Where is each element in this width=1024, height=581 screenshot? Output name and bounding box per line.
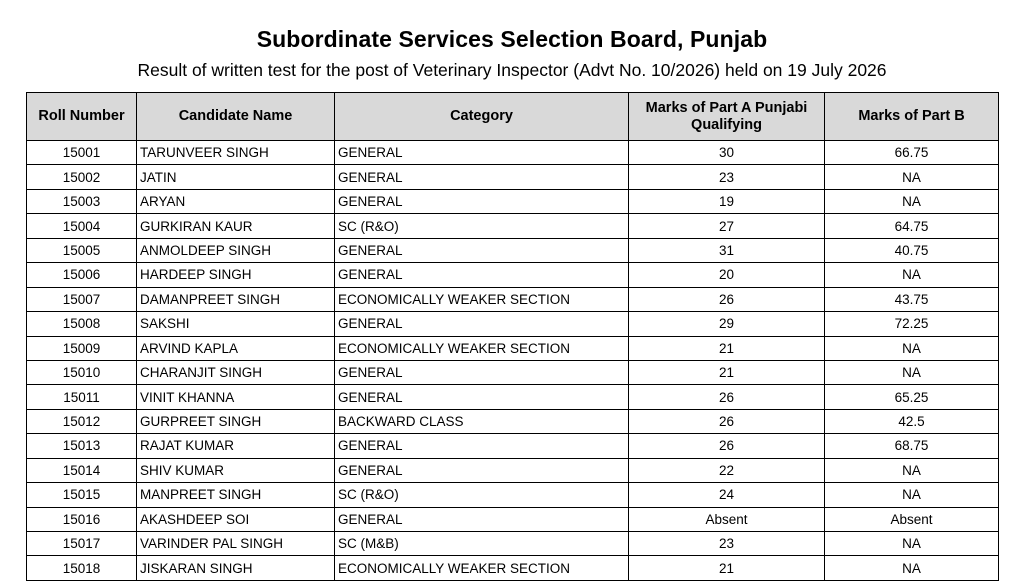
candidate-name-cell: AKASHDEEP SOI xyxy=(137,507,335,531)
results-table xyxy=(26,92,999,581)
category-cell: GENERAL xyxy=(335,141,629,165)
table-row xyxy=(27,483,999,507)
results-table-body xyxy=(27,141,999,581)
candidate-name-cell: TARUNVEER SINGH xyxy=(137,141,335,165)
category-cell: GENERAL xyxy=(335,312,629,336)
candidate-name-cell: RAJAT KUMAR xyxy=(137,434,335,458)
category-cell: ECONOMICALLY WEAKER SECTION xyxy=(335,287,629,311)
table-row xyxy=(27,532,999,556)
category-cell: GENERAL xyxy=(335,458,629,482)
table-row xyxy=(27,287,999,311)
roll-number-cell: 15012 xyxy=(27,409,137,433)
candidate-name-cell: DAMANPREET SINGH xyxy=(137,287,335,311)
part-b-marks-cell: NA xyxy=(825,263,999,287)
table-row xyxy=(27,556,999,580)
part-b-marks-cell: 42.5 xyxy=(825,409,999,433)
part-b-marks-cell: 66.75 xyxy=(825,141,999,165)
part-a-marks-cell: 20 xyxy=(629,263,825,287)
table-row xyxy=(27,336,999,360)
part-a-marks-cell: 21 xyxy=(629,360,825,384)
category-cell: GENERAL xyxy=(335,434,629,458)
category-cell: SC (M&B) xyxy=(335,532,629,556)
roll-number-cell: 15004 xyxy=(27,214,137,238)
candidate-name-cell: HARDEEP SINGH xyxy=(137,263,335,287)
candidate-name-cell: ARVIND KAPLA xyxy=(137,336,335,360)
column-header-category: Category xyxy=(335,93,629,141)
table-row xyxy=(27,263,999,287)
part-b-marks-cell: 64.75 xyxy=(825,214,999,238)
roll-number-cell: 15001 xyxy=(27,141,137,165)
part-a-marks-cell: 26 xyxy=(629,434,825,458)
table-row xyxy=(27,507,999,531)
roll-number-cell: 15006 xyxy=(27,263,137,287)
table-row xyxy=(27,214,999,238)
table-row xyxy=(27,141,999,165)
part-a-marks-cell: 21 xyxy=(629,336,825,360)
category-cell: BACKWARD CLASS xyxy=(335,409,629,433)
part-a-marks-cell: 23 xyxy=(629,165,825,189)
candidate-name-cell: ANMOLDEEP SINGH xyxy=(137,238,335,262)
roll-number-cell: 15014 xyxy=(27,458,137,482)
table-row xyxy=(27,189,999,213)
category-cell: GENERAL xyxy=(335,263,629,287)
table-row xyxy=(27,238,999,262)
roll-number-cell: 15010 xyxy=(27,360,137,384)
part-a-marks-cell: 31 xyxy=(629,238,825,262)
roll-number-cell: 15008 xyxy=(27,312,137,336)
part-b-marks-cell: NA xyxy=(825,165,999,189)
part-a-marks-cell: 29 xyxy=(629,312,825,336)
column-header-roll-number: Roll Number xyxy=(27,93,137,141)
column-header-candidate-name: Candidate Name xyxy=(137,93,335,141)
part-a-marks-cell: 26 xyxy=(629,287,825,311)
candidate-name-cell: GURPREET SINGH xyxy=(137,409,335,433)
category-cell: GENERAL xyxy=(335,360,629,384)
category-cell: GENERAL xyxy=(335,385,629,409)
candidate-name-cell: SAKSHI xyxy=(137,312,335,336)
part-a-marks-cell: 23 xyxy=(629,532,825,556)
part-b-marks-cell: 72.25 xyxy=(825,312,999,336)
roll-number-cell: 15018 xyxy=(27,556,137,580)
part-a-marks-cell: 26 xyxy=(629,385,825,409)
table-row xyxy=(27,360,999,384)
part-b-marks-cell: NA xyxy=(825,532,999,556)
part-a-marks-cell: 22 xyxy=(629,458,825,482)
table-row xyxy=(27,385,999,409)
results-table-header xyxy=(27,93,999,141)
category-cell: GENERAL xyxy=(335,189,629,213)
table-row xyxy=(27,312,999,336)
candidate-name-cell: GURKIRAN KAUR xyxy=(137,214,335,238)
candidate-name-cell: JATIN xyxy=(137,165,335,189)
table-row xyxy=(27,409,999,433)
candidate-name-cell: SHIV KUMAR xyxy=(137,458,335,482)
part-a-marks-cell: 26 xyxy=(629,409,825,433)
part-b-marks-cell: 65.25 xyxy=(825,385,999,409)
roll-number-cell: 15007 xyxy=(27,287,137,311)
category-cell: SC (R&O) xyxy=(335,483,629,507)
part-b-marks-cell: NA xyxy=(825,336,999,360)
part-a-marks-cell: Absent xyxy=(629,507,825,531)
part-b-marks-cell: NA xyxy=(825,556,999,580)
candidate-name-cell: CHARANJIT SINGH xyxy=(137,360,335,384)
category-cell: GENERAL xyxy=(335,238,629,262)
candidate-name-cell: ARYAN xyxy=(137,189,335,213)
roll-number-cell: 15011 xyxy=(27,385,137,409)
document-title: Subordinate Services Selection Board, Punjab xyxy=(256,26,768,52)
part-b-marks-cell: NA xyxy=(825,458,999,482)
part-a-marks-cell: 30 xyxy=(629,141,825,165)
roll-number-cell: 15016 xyxy=(27,507,137,531)
roll-number-cell: 15017 xyxy=(27,532,137,556)
part-a-marks-cell: 21 xyxy=(629,556,825,580)
part-b-marks-cell: Absent xyxy=(825,507,999,531)
roll-number-cell: 15015 xyxy=(27,483,137,507)
category-cell: GENERAL xyxy=(335,507,629,531)
category-cell: SC (R&O) xyxy=(335,214,629,238)
document-subtitle: Result of written test for the post of Veterinary Inspector (Advt No. 10/2026) held on 19 July 2026 xyxy=(137,60,887,80)
part-b-marks-cell: 68.75 xyxy=(825,434,999,458)
table-row xyxy=(27,434,999,458)
roll-number-cell: 15009 xyxy=(27,336,137,360)
part-b-marks-cell: 43.75 xyxy=(825,287,999,311)
category-cell: ECONOMICALLY WEAKER SECTION xyxy=(335,556,629,580)
part-b-marks-cell: NA xyxy=(825,189,999,213)
roll-number-cell: 15003 xyxy=(27,189,137,213)
category-cell: GENERAL xyxy=(335,165,629,189)
table-row xyxy=(27,458,999,482)
column-header-part-b: Marks of Part B xyxy=(825,93,999,141)
candidate-name-cell: JISKARAN SINGH xyxy=(137,556,335,580)
part-b-marks-cell: NA xyxy=(825,483,999,507)
roll-number-cell: 15002 xyxy=(27,165,137,189)
candidate-name-cell: MANPREET SINGH xyxy=(137,483,335,507)
part-b-marks-cell: 40.75 xyxy=(825,238,999,262)
part-a-marks-cell: 19 xyxy=(629,189,825,213)
column-header-part-a: Marks of Part A Punjabi Qualifying xyxy=(629,93,825,141)
roll-number-cell: 15005 xyxy=(27,238,137,262)
part-a-marks-cell: 24 xyxy=(629,483,825,507)
candidate-name-cell: VARINDER PAL SINGH xyxy=(137,532,335,556)
part-b-marks-cell: NA xyxy=(825,360,999,384)
category-cell: ECONOMICALLY WEAKER SECTION xyxy=(335,336,629,360)
part-a-marks-cell: 27 xyxy=(629,214,825,238)
table-row xyxy=(27,165,999,189)
header-row xyxy=(27,93,999,141)
roll-number-cell: 15013 xyxy=(27,434,137,458)
candidate-name-cell: VINIT KHANNA xyxy=(137,385,335,409)
